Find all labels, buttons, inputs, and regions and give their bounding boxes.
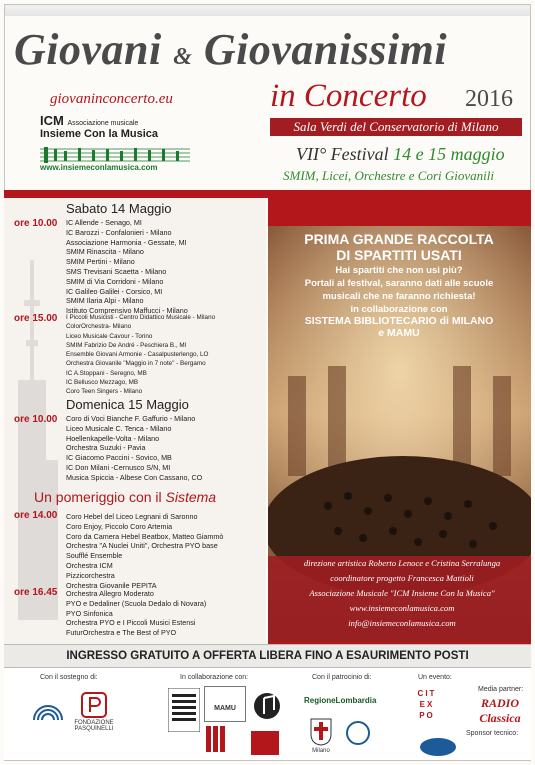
pasquinelli-mark-icon <box>81 692 107 718</box>
list-item: IC Giacomo Paccini - Sovico, MB <box>66 453 172 463</box>
list-item: Orchestra ICM <box>66 560 113 570</box>
festival-edition <box>296 144 505 165</box>
music-collective-logo-icon <box>168 688 200 732</box>
tech-sponsor-heading: Sponsor tecnico: <box>466 730 519 737</box>
liceo-musicale-logo-icon <box>250 688 284 728</box>
list-item: Coro Teen Singers - Milano <box>66 388 143 396</box>
raccolta-title-1: PRIMA GRANDE RACCOLTA <box>304 231 494 247</box>
concentric-arcs-logo-icon <box>28 686 68 726</box>
list-item: PYO Sinfonica <box>66 608 113 618</box>
list-item: IC Allende - Senago, MI <box>66 218 142 227</box>
poster-title <box>14 24 447 75</box>
raccolta-text <box>270 231 528 339</box>
list-item: Orchestra "A Nuclei Uniti", Orchestra PYO base <box>66 541 218 551</box>
divider-band <box>4 190 531 198</box>
mamu-label: MAMU <box>214 705 236 712</box>
list-item: Liceo Musicale Cavour - Torino <box>66 332 153 340</box>
list-item: Coro di Voci Bianche F. Gaffurio - Milano <box>66 414 196 423</box>
list-item: Orchestra Giovanile "Maggio in 7 note" - Bergamo <box>66 360 206 368</box>
mamu-logo <box>204 686 246 722</box>
list-item: Coro Enjoy, Piccolo Coro Artemia <box>66 521 173 531</box>
festival-dates: 14 e 15 maggio <box>393 144 505 164</box>
pasquinelli-logo <box>66 692 122 738</box>
list-item: Associazione Harmonia - Gessate, MI <box>66 237 187 247</box>
credits-email[interactable]: info@insiemeconlamusica.com <box>348 618 456 628</box>
radio-classica-logo <box>472 696 528 725</box>
poster-year: 2016 <box>465 86 513 112</box>
credits-coordinator: coordinatore progetto Francesca Mattioli <box>330 573 474 583</box>
ufficio-scolastico-logo-icon <box>344 720 372 746</box>
day2-time1: ore 10.00 <box>14 414 58 425</box>
regione-lombardia-logo <box>304 686 377 712</box>
icm-logo <box>40 113 190 175</box>
festival-subtitle: SMIM, Licei, Orchestre e Cori Giovanili <box>283 168 494 183</box>
list-item: FuturOrchestra e The Best of PYO <box>66 628 177 638</box>
title-ampersand: & <box>173 44 193 70</box>
day2-time3: ore 16.45 <box>14 587 58 598</box>
sistema-bibliotecario-logo-icon <box>204 724 232 754</box>
list-item: Orchestra Giovanile PEPITA <box>66 580 157 590</box>
list-item: Soufflé Ensemble <box>66 551 123 561</box>
day2-list1 <box>66 414 202 483</box>
list-item: Hoellenkapelle-Volta - Milano <box>66 433 160 443</box>
list-item: SMIM Fabrizio De André - Peschiera B., MI <box>66 341 187 349</box>
sponsor-tecnico-logo-icon <box>418 736 458 758</box>
list-item: SMIM Ilaria Alpi - Milano <box>66 296 144 306</box>
list-item: IC Galileo Galilei - Corsico, MI <box>66 286 163 296</box>
list-item: IC A.Stoppani - Seregno, MB <box>66 369 147 377</box>
collab-heading: In collaborazione con: <box>180 674 249 681</box>
raccolta-partner: e MAMU <box>378 327 420 339</box>
list-item: I Piccoli Musicisti - Centro Didattico Musicale - Milano <box>66 314 216 321</box>
credits-association: Associazione Musicale "ICM Insieme Con la Musica" <box>309 588 495 598</box>
list-item: Pizzicorchestra <box>66 570 115 580</box>
venue-banner: Sala Verdi del Conservatorio di Milano <box>270 118 522 136</box>
sistema-heading: Un pomeriggio con il Sistema <box>34 489 217 505</box>
list-item: Musica Spiccia - Albese Con Cassano, CO <box>66 472 203 482</box>
poster-subtitle: in Concerto <box>270 78 427 114</box>
list-item: PYO e Dedaliner (Scuola Dedalo di Novara) <box>66 598 207 608</box>
list-item: SMIM Pertini - Milano <box>66 257 135 267</box>
patronage-heading: Con il patrocinio di: <box>312 674 372 681</box>
milano-label: Milano <box>312 748 330 754</box>
day1-time2: ore 15.00 <box>14 313 58 324</box>
list-item: SMIM Rinascita - Milano <box>66 247 144 257</box>
day1-list1 <box>66 218 188 316</box>
archivio-musicale-logo-icon <box>250 730 280 756</box>
music-staff-icon <box>40 145 190 165</box>
list-item: Liceo Musicale C. Tenca - Milano <box>66 423 172 433</box>
list-item: IC Barozzi - Confalonieri - Milano <box>66 227 172 237</box>
list-item: Istituto Comprensivo Maffucci - Milano <box>66 306 188 316</box>
sistema-word: Sistema <box>165 489 217 505</box>
icm-url[interactable]: www.insiemeconlamusica.com <box>40 163 158 172</box>
day1-list2 <box>66 313 215 397</box>
credits-direction: direzione artistica Roberto Lenoce e Cristina Serralunga <box>303 558 501 568</box>
day1-time1: ore 10.00 <box>14 218 58 229</box>
sponsor-heading: Con il sostegno di: <box>40 674 98 681</box>
title-part-giovani: Giovani <box>14 25 162 74</box>
raccolta-partner: SISTEMA BIBLIOTECARIO di MILANO <box>304 315 494 327</box>
event-heading: Un evento: <box>418 674 452 681</box>
list-item: SMIM di Via Corridoni - Milano <box>66 276 164 286</box>
day2-heading: Domenica 15 Maggio <box>66 397 189 412</box>
milano-crest-icon <box>310 718 332 746</box>
cittexpo-label: CIT EX PO <box>417 689 437 720</box>
icm-acronym: ICM Associazione musicale <box>40 113 139 128</box>
list-item: Orchestra Allegro Moderato <box>66 589 154 598</box>
website-link[interactable]: giovaninconcerto.eu <box>50 91 173 107</box>
credits-url[interactable]: www.insiemeconlamusica.com <box>349 603 455 613</box>
list-item: Coro da Camera Hebel Beatbox, Matteo Giammò <box>66 531 224 541</box>
media-heading: Media partner: <box>478 686 524 693</box>
raccolta-line: musicali che ne faranno richiesta! <box>322 291 476 302</box>
free-entry-banner: INGRESSO GRATUITO A OFFERTA LIBERA FINO A ESAURIMENTO POSTI <box>4 644 531 668</box>
list-item: ColorOrchestra- Milano <box>66 323 132 331</box>
regione-label: RegioneLombardia <box>304 696 377 705</box>
festival-label: VII° Festival <box>296 144 389 164</box>
day2-list3 <box>66 589 206 638</box>
raccolta-title-2: DI SPARTITI USATI <box>336 247 462 263</box>
icm-name: Insieme Con la Musica <box>40 128 158 140</box>
day2-time2: ore 14.00 <box>14 510 58 521</box>
list-item: Ensemble Giovani Armonie - Casalpusterlengo, LO <box>66 351 209 359</box>
title-part-giovanissimi: Giovanissimi <box>203 25 448 74</box>
cittexpo-logo <box>412 686 454 726</box>
list-item: IC Bellusco Mezzago, MB <box>66 379 139 387</box>
list-item: Coro Hebel del Liceo Legnani di Saronno <box>66 512 198 521</box>
credits-block <box>282 556 522 631</box>
day1-heading: Sabato 14 Maggio <box>66 201 172 216</box>
raccolta-question: Hai spartiti che non usi più? <box>335 265 463 276</box>
raccolta-line: in collaborazione con <box>350 304 448 315</box>
list-item: Orchestra Suzuki - Pavia <box>66 443 146 453</box>
pasquinelli-label: FONDAZIONE PASQUINELLI <box>74 720 114 732</box>
day2-list2 <box>66 512 223 590</box>
list-item: Orchestra PYO e I Piccoli Musici Estensi <box>66 618 196 628</box>
radio-classica-label: RADIO Classica <box>479 696 521 725</box>
icm-assoc-label: Associazione musicale <box>67 120 139 127</box>
list-item: IC Don Milani -Cernusco S/N, MI <box>66 462 171 472</box>
list-item: SMS Trevisani Scaetta - Milano <box>66 266 167 276</box>
raccolta-line: Portali al festival, saranno dati alle scuole <box>304 278 494 289</box>
